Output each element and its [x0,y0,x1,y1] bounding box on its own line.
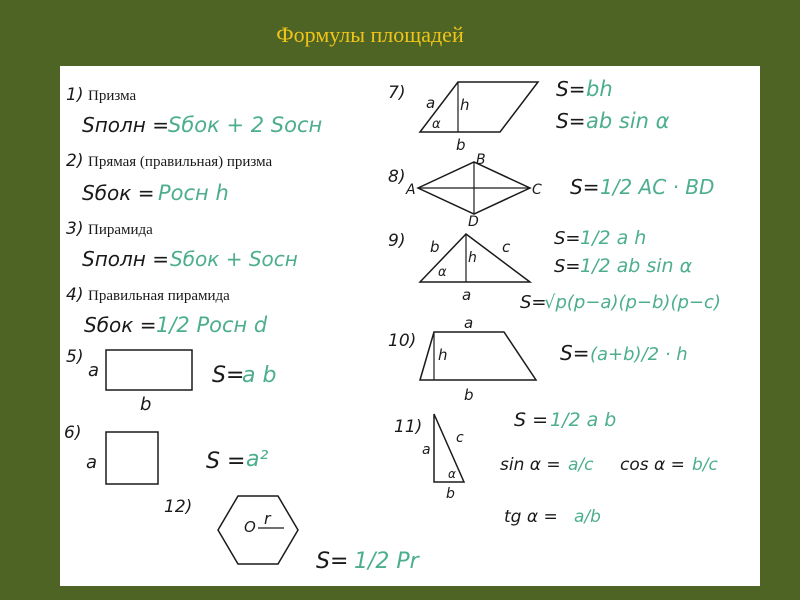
side-label-b: b [140,394,152,415]
side-label-a: a [88,360,100,381]
rectangle-figure [66,347,276,415]
cos-rhs: b/c [692,455,718,475]
base-label: b [446,486,455,502]
formula-lhs-3: S= [520,292,547,313]
vertex-label-b: B [476,152,486,168]
hexagon-shape [218,496,298,564]
formula-rhs-1: 1/2 a h [580,227,647,249]
base-label: a [462,286,472,304]
formula-rhs-3: √p(p−a)(p−b)(p−c) [544,292,721,313]
figure-number: 9) [388,231,406,251]
section-prism [66,85,322,137]
figure-number: 6) [64,423,82,443]
angle-label: α [448,467,456,481]
formula-rhs: 1/2 Pосн d [156,313,268,337]
formula-drawing [60,66,760,586]
side-label-a: a [426,94,436,112]
formula-lhs: Sполн = [82,113,169,137]
vertex-label-d: D [468,214,479,230]
figure-number: 12) [164,497,193,517]
radius-label: r [264,509,271,528]
base-label: b [456,136,466,154]
figure-number: 10) [388,331,417,351]
formula-rhs: (a+b)/2 · h [590,344,688,365]
formula-rhs-1: 1/2 a b [550,409,617,431]
sin-rhs: a/c [568,455,594,475]
rhombus-figure [388,152,714,230]
formula-lhs: S = [206,449,246,474]
side-label-a: a [422,442,431,458]
formula-rhs: 1/2 AC · BD [600,175,715,199]
section-regular-pyramid [66,285,268,337]
side-label-a: a [86,452,98,473]
formula-sheet [60,66,760,586]
formula-lhs: S= [570,175,600,199]
section-right-prism [66,151,273,205]
section-label: Призма [88,88,137,104]
angle-label: α [438,265,447,280]
vertex-label-c: C [532,182,542,198]
figure-number: 8) [388,167,406,187]
figure-number: 11) [394,417,423,437]
right-triangle-figure [394,409,719,527]
formula-lhs: Sбок = [84,313,157,337]
formula-rhs: a² [246,447,269,472]
height-label: h [468,250,477,266]
side-label-b: b [430,238,440,256]
section-label: Прямая (правильная) призма [88,154,273,170]
side-label-c: c [502,238,511,256]
formula-rhs: 1/2 Pr [354,549,419,574]
formula-rhs: Pосн h [158,181,229,205]
height-label: h [460,96,470,114]
formula-lhs-1: S= [556,77,586,101]
formula-lhs-1: S= [554,228,581,249]
formula-lhs-1: S = [514,409,549,431]
formula-lhs: Sбок = [82,181,155,205]
vertex-label-a: A [406,182,416,198]
trapezoid-figure [388,314,688,404]
section-number: 4) [66,285,84,305]
square-shape [106,432,158,484]
section-number: 2) [66,151,84,171]
rectangle-shape [106,350,192,390]
formula-lhs: S= [316,549,349,574]
section-number: 1) [66,85,84,105]
formula-rhs: Sбок + 2 Sосн [168,113,323,137]
parallelogram-figure [388,77,670,154]
cos-lhs: cos α = [620,455,685,475]
figure-number: 5) [66,347,84,367]
formula-rhs-2: ab sin α [586,109,670,133]
formula-lhs-2: S= [556,109,586,133]
tg-rhs: a/b [574,507,601,527]
formula-lhs: S= [560,341,590,365]
section-label: Правильная пирамида [88,288,230,304]
side-label-c: c [456,430,464,446]
square-figure [64,423,268,484]
slide-title: Формулы площадей [276,22,464,47]
formula-rhs-1: bh [586,77,613,101]
triangle-figure [388,227,721,313]
formula-rhs: Sбок + Sосн [170,247,298,271]
tg-lhs: tg α = [504,507,558,527]
center-label: O [244,518,256,536]
formula-lhs: Sполн = [82,247,169,271]
section-label: Пирамида [88,222,153,238]
figure-number: 7) [388,83,406,103]
formula-lhs: S= [212,363,245,388]
section-number: 3) [66,219,84,239]
formula-rhs-2: 1/2 ab sin α [580,255,693,277]
section-pyramid [66,219,298,271]
angle-label: α [432,117,441,132]
base-label: b [464,386,474,404]
top-label: a [464,314,474,332]
hexagon-figure [164,496,421,574]
formula-lhs-2: S= [554,256,581,277]
sin-lhs: sin α = [500,455,561,475]
formula-rhs: a b [242,363,277,388]
height-label: h [438,346,448,364]
